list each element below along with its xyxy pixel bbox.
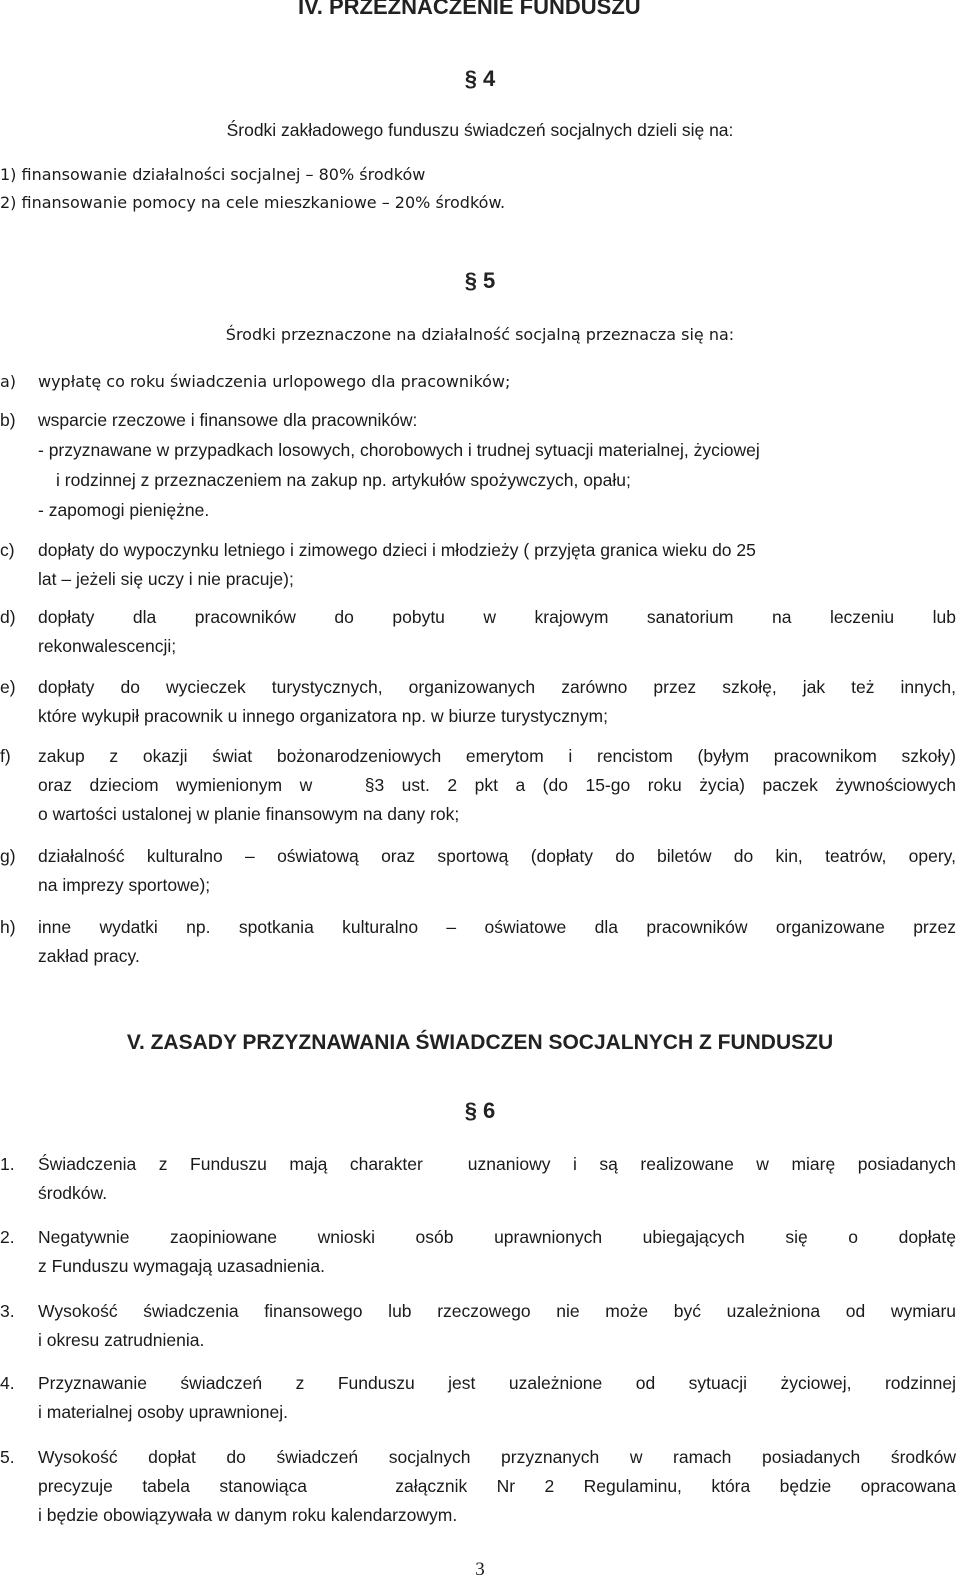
list-text: wsparcie rzeczowe i finansowe dla pracowników: xyxy=(38,410,418,430)
list-marker: h) xyxy=(0,917,16,937)
list-marker: 4. xyxy=(0,1373,15,1393)
list-marker: 2. xyxy=(0,1227,15,1247)
numbered-item-1-line-2: środków. xyxy=(38,1183,108,1203)
paragraph-4-title: § 4 xyxy=(464,66,496,91)
list-item-b-sub-1: - przyznawane w przypadkach losowych, chorobowych i trudnej sytuacji materialnej, życiowej xyxy=(38,440,760,460)
list-marker: d) xyxy=(0,607,16,627)
list-marker: a) xyxy=(0,372,17,391)
list-text-line-1: dopłaty dla pracowników do pobytu w krajowym sanatorium na leczeniu lub xyxy=(38,607,956,627)
list-marker: f) xyxy=(0,746,11,766)
list-item-f-line-3: o wartości ustalonej w planie finansowym na dany rok; xyxy=(38,804,460,824)
list-marker: c) xyxy=(0,540,15,560)
list-text-line-1: Wysokość dopłat do świadczeń socjalnych przyznanych w ramach posiadanych środków xyxy=(38,1447,956,1467)
list-marker: 3. xyxy=(0,1301,15,1321)
list-text-line-1: dopłaty do wycieczek turystycznych, organizowanych zarówno przez szkołę, jak też innych, xyxy=(38,677,956,697)
list-item-c-line-2: lat – jeżeli się uczy i nie pracuje); xyxy=(38,569,294,589)
list-item-b-sub-2: - zapomogi pieniężne. xyxy=(38,500,210,520)
list-marker: 5. xyxy=(0,1447,15,1467)
page-number: 3 xyxy=(475,1559,485,1580)
list-text-line-1: inne wydatki np. spotkania kulturalno – oświatowe dla pracowników organizowane przez xyxy=(38,917,956,937)
list-marker: e) xyxy=(0,677,16,697)
list-text: wypłatę co roku świadczenia urlopowego dla pracowników; xyxy=(38,372,511,391)
list-item-b-sub-1-cont: i rodzinnej z przeznaczeniem na zakup np. artykułów spożywczych, opału; xyxy=(56,470,631,490)
paragraph-5-intro: Środki przeznaczone na działalność socjalną przeznacza się na: xyxy=(225,325,735,344)
list-text-line-1: Przyznawanie świadczeń z Funduszu jest uzależnione od sytuacji życiowej, rodzinnej xyxy=(38,1373,956,1393)
list-marker: 1. xyxy=(0,1154,15,1174)
list-text-line-1: Negatywnie zaopiniowane wnioski osób uprawnionych ubiegających się o dopłatę xyxy=(38,1227,956,1247)
list-item-g-line-2: na imprezy sportowe); xyxy=(38,875,211,895)
numbered-item-2-line-2: z Funduszu wymagają uzasadnienia. xyxy=(38,1256,325,1276)
list-text-line-1: dopłaty do wypoczynku letniego i zimowego dzieci i młodzieży ( przyjęta granica wieku do 25 xyxy=(38,540,756,560)
list-text-line-1: Wysokość świadczenia finansowego lub rzeczowego nie może być uzależniona od wymiaru xyxy=(38,1301,956,1321)
list-text-line-2: precyzuje tabela stanowiąca załącznik Nr 2 Regulaminu, która będzie opracowana xyxy=(38,1476,956,1496)
paragraph-4-item-2: 2) finansowanie pomocy na cele mieszkaniowe – 20% środków. xyxy=(0,193,506,212)
list-marker: g) xyxy=(0,846,16,866)
list-text-line-1: Świadczenia z Funduszu mają charakter uznaniowy i są realizowane w miarę posiadanych xyxy=(38,1154,956,1174)
list-item-e-line-2: które wykupił pracownik u innego organizatora np. w biurze turystycznym; xyxy=(38,706,608,726)
paragraph-5-title: § 5 xyxy=(464,268,496,293)
list-text-line-1: zakup z okazji świat bożonarodzeniowych emerytom i rencistom (byłym pracownikom szkoły) xyxy=(38,746,956,766)
numbered-item-5-line-3: i będzie obowiązywała w danym roku kalendarzowym. xyxy=(38,1505,458,1525)
list-item-d-line-2: rekonwalescencji; xyxy=(38,636,177,656)
paragraph-6-title: § 6 xyxy=(464,1098,496,1123)
section-heading-v: V. ZASADY PRZYZNAWANIA ŚWIADCZEN SOCJALNYCH Z FUNDUSZU xyxy=(126,1031,834,1054)
paragraph-4-item-1: 1) finansowanie działalności socjalnej – 80% środków xyxy=(0,165,426,184)
list-item-h-line-2: zakład pracy. xyxy=(38,946,140,966)
list-text-line-2: oraz dzieciom wymienionym w §3 ust. 2 pkt a (do 15-go roku życia) paczek żywnościowych xyxy=(38,775,956,795)
list-marker: b) xyxy=(0,410,16,430)
numbered-item-4-line-2: i materialnej osoby uprawnionej. xyxy=(38,1402,288,1422)
paragraph-4-intro: Środki zakładowego funduszu świadczeń socjalnych dzieli się na: xyxy=(226,120,734,140)
list-text-line-1: działalność kulturalno – oświatową oraz sportową (dopłaty do biletów do kin, teatrów, opery, xyxy=(38,846,956,866)
section-heading-iv: IV. PRZEZNACZENIE FUNDUSZU xyxy=(298,0,641,19)
numbered-item-3-line-2: i okresu zatrudnienia. xyxy=(38,1330,205,1350)
